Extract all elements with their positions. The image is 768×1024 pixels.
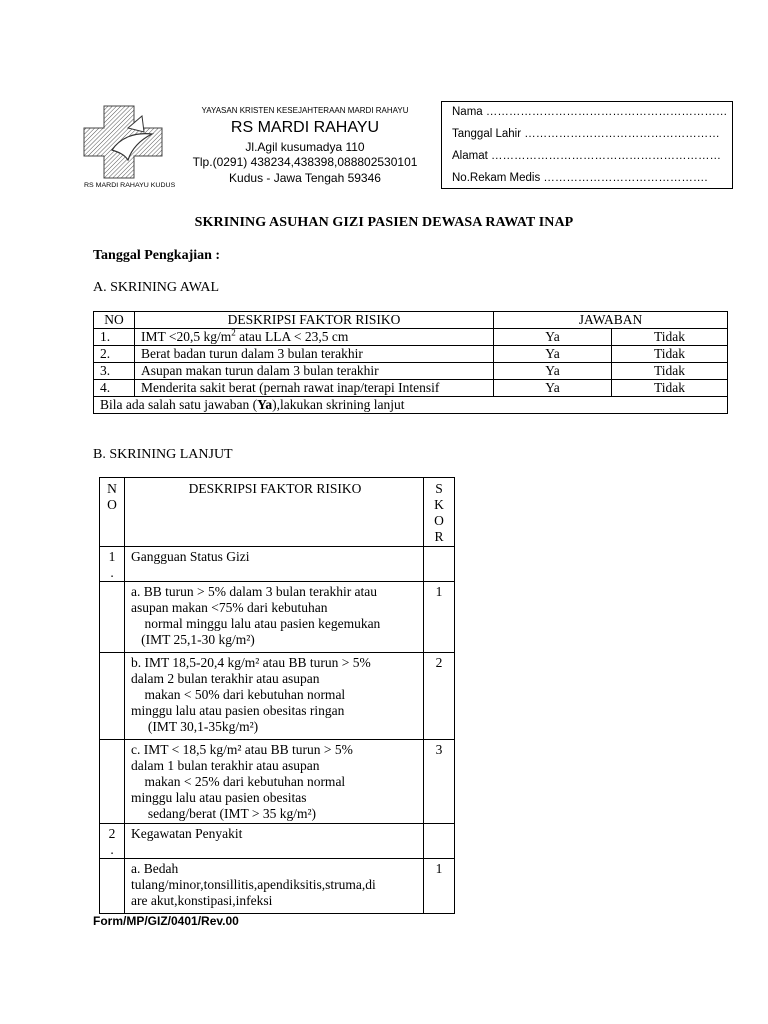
- item-description: b. IMT 18,5-20,4 kg/m² atau BB turun > 5% dalam 2 bulan terakhir atau asupan makan < 50% dari kebutuhan normal minggu lalu atau pasien obesitas ringan (IMT 30,1-35kg/m²): [125, 653, 424, 740]
- initial-screening-table: [93, 311, 728, 414]
- col-no-header: N O: [100, 478, 125, 547]
- hospital-name: RS MARDI RAHAYU: [230, 119, 380, 136]
- screening-note: Bila ada salah satu jawaban (Ya),lakukan skrining lanjut: [94, 397, 728, 414]
- table-row: [94, 363, 728, 380]
- answer-yes[interactable]: Ya: [494, 329, 612, 346]
- group-score[interactable]: [424, 824, 455, 859]
- foundation-name: YAYASAN KRISTEN KESEJAHTERAAN MARDI RAHAYU: [201, 106, 409, 115]
- form-code: Form/MP/GIZ/0401/Rev.00: [93, 914, 239, 928]
- section-b-heading: B. SKRINING LANJUT: [93, 447, 233, 462]
- group-number: 2 .: [100, 824, 125, 859]
- assessment-date-label: Tanggal Pengkajian :: [93, 248, 221, 263]
- document-title: SKRINING ASUHAN GIZI PASIEN DEWASA RAWAT INAP: [194, 215, 574, 230]
- row-number: 1.: [94, 329, 135, 346]
- group-score[interactable]: [424, 547, 455, 582]
- hospital-city: Kudus - Jawa Tengah 59346: [229, 171, 381, 185]
- col-score-header: S K O R: [424, 478, 455, 547]
- group-title: Kegawatan Penyakit: [125, 824, 424, 859]
- row-description: Asupan makan turun dalam 3 bulan terakhir: [135, 363, 494, 380]
- answer-no[interactable]: Tidak: [612, 380, 728, 397]
- table-row: [94, 329, 728, 346]
- row-number: 2.: [94, 346, 135, 363]
- group-row: [100, 547, 455, 582]
- col-desc-header: DESKRIPSI FAKTOR RISIKO: [135, 312, 494, 329]
- item-description: a. BB turun > 5% dalam 3 bulan terakhir atau asupan makan <75% dari kebutuhan normal minggu lalu atau pasien kegemukan (IMT 25,1-30 kg/m²): [125, 582, 424, 653]
- answer-no[interactable]: Tidak: [612, 329, 728, 346]
- answer-yes[interactable]: Ya: [494, 346, 612, 363]
- row-description: IMT <20,5 $kg/m^2$ atau LLA < 23,5 cm: [135, 329, 494, 346]
- patient-record-number-field[interactable]: No.Rekam Medis …………………………………….: [452, 172, 708, 184]
- patient-identity-box: [441, 101, 733, 189]
- group-row: [100, 824, 455, 859]
- patient-address-field[interactable]: Alamat ……………………………………………………: [452, 150, 721, 162]
- answer-yes[interactable]: Ya: [494, 380, 612, 397]
- row-number: 4.: [94, 380, 135, 397]
- item-description: c. IMT < 18,5 kg/m² atau BB turun > 5% dalam 1 bulan terakhir atau asupan makan < 25% dari kebutuhan normal minggu lalu atau pasien obesitas sedang/berat (IMT > 35 kg/m²): [125, 740, 424, 824]
- group-title: Gangguan Status Gizi: [125, 547, 424, 582]
- group-number: 1 .: [100, 547, 125, 582]
- logo-caption: RS MARDI RAHAYU KUDUS: [84, 182, 176, 189]
- item-description: a. Bedah tulang/minor,tonsillitis,apendiksitis,struma,di are akut,konstipasi,infeksi: [125, 859, 424, 914]
- section-a-heading: A. SKRINING AWAL: [93, 280, 220, 295]
- answer-no[interactable]: Tidak: [612, 346, 728, 363]
- table-header-row: [94, 312, 728, 329]
- table-header-row: [100, 478, 455, 547]
- table-row: [100, 582, 455, 653]
- item-score[interactable]: 2: [424, 653, 455, 740]
- table-row: [100, 740, 455, 824]
- item-score[interactable]: 3: [424, 740, 455, 824]
- row-description: Berat badan turun dalam 3 bulan terakhir: [135, 346, 494, 363]
- row-description: Menderita sakit berat (pernah rawat inap/terapi Intensif: [135, 380, 494, 397]
- advanced-screening-table: [99, 477, 455, 914]
- hospital-logo: [82, 98, 182, 198]
- table-row: [94, 346, 728, 363]
- item-score[interactable]: 1: [424, 859, 455, 914]
- row-number: 3.: [94, 363, 135, 380]
- col-desc-header: DESKRIPSI FAKTOR RISIKO: [125, 478, 424, 547]
- table-row: [100, 859, 455, 914]
- answer-yes[interactable]: Ya: [494, 363, 612, 380]
- table-row: [100, 653, 455, 740]
- col-no-header: NO: [94, 312, 135, 329]
- hospital-address: Jl.Agil kusumadya 110: [245, 140, 365, 154]
- col-answer-header: JAWABAN: [494, 312, 728, 329]
- patient-birthdate-field[interactable]: Tanggal Lahir ……………………………………………: [452, 128, 720, 140]
- table-note-row: [94, 397, 728, 414]
- item-score[interactable]: 1: [424, 582, 455, 653]
- table-row: [94, 380, 728, 397]
- patient-name-field[interactable]: Nama ………………………………………………………: [452, 106, 728, 118]
- answer-no[interactable]: Tidak: [612, 363, 728, 380]
- hospital-phone: Tlp.(0291) 438234,438398,088802530101: [192, 155, 418, 169]
